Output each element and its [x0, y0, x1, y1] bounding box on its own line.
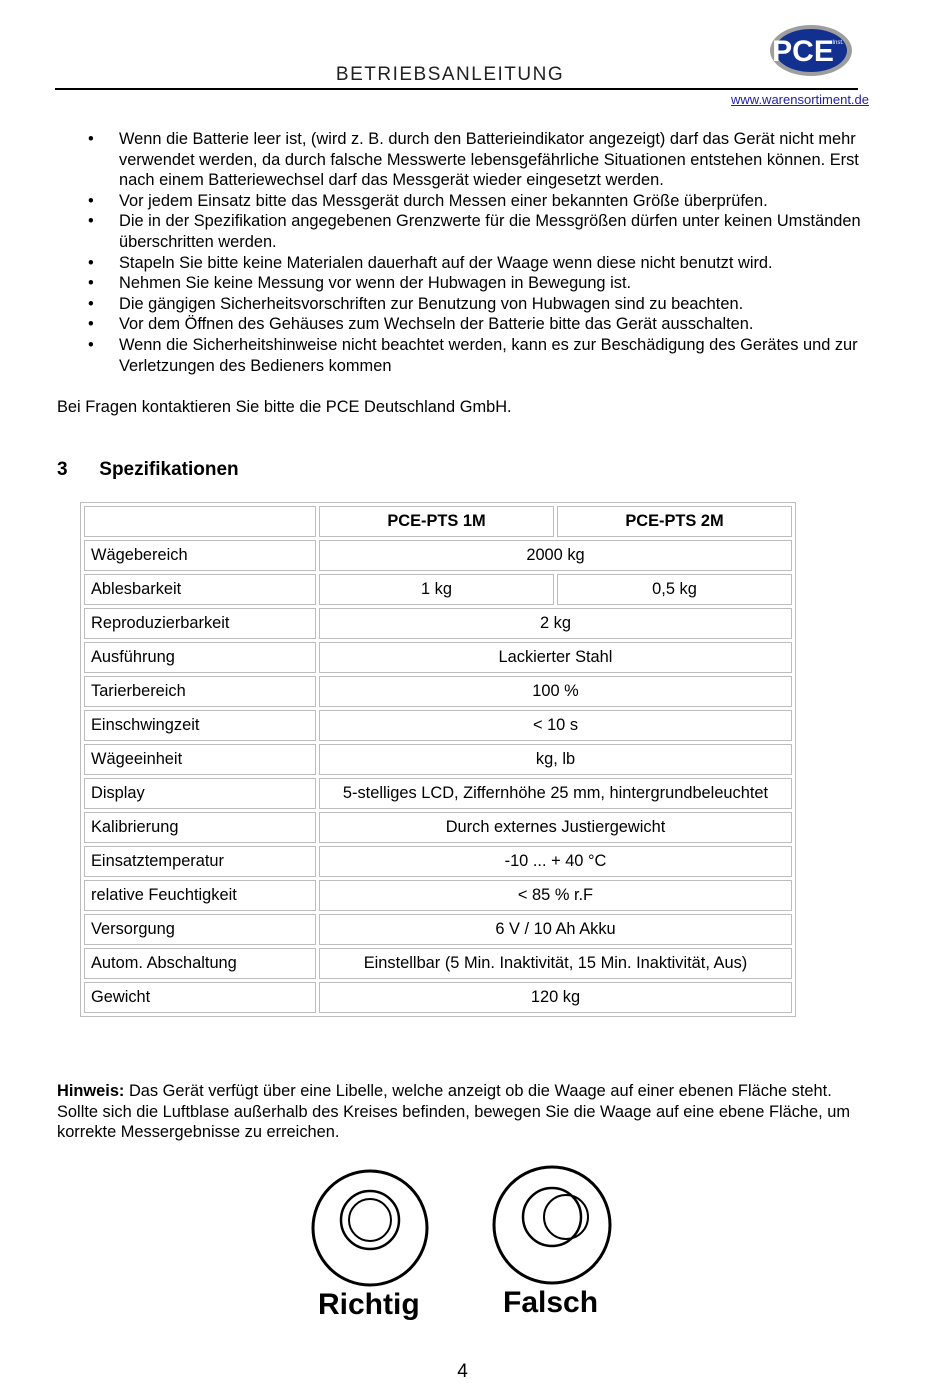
- contact-text: Bei Fragen kontaktieren Sie bitte die PCE Deutschland GmbH.: [57, 398, 512, 416]
- spec-label-cell: Wägeeinheit: [84, 744, 316, 775]
- spec-value-cell: 2 kg: [319, 608, 792, 639]
- bullet-symbol: •: [88, 315, 94, 334]
- note-text: Das Gerät verfügt über eine Libelle, welche anzeigt ob die Waage auf einer ebenen Fläche steht. Sollte sich die Luftblase außerhalb des Kreises befinden, bewegen Sie die Waage auf eine ebene Fläche, um korrekte Messergebnisse zu erreichen.: [57, 1082, 851, 1142]
- table-row: [84, 540, 792, 571]
- spec-label-cell: relative Feuchtigkeit: [84, 880, 316, 911]
- spec-label-cell: Versorgung: [84, 914, 316, 945]
- header-rule: [55, 88, 858, 90]
- spec-value-cell: 2000 kg: [319, 540, 792, 571]
- spec-label-cell: Einsatztemperatur: [84, 846, 316, 877]
- table-row: [84, 812, 792, 843]
- spec-value-cell: Einstellbar (5 Min. Inaktivität, 15 Min. Inaktivität, Aus): [319, 948, 792, 979]
- bullet-item: [88, 335, 878, 376]
- page-number: 4: [457, 1361, 468, 1382]
- bullet-symbol: •: [88, 294, 94, 313]
- bullet-text: Die gängigen Sicherheitsvorschriften zur Benutzung von Hubwagen sind zu beachten.: [119, 294, 744, 313]
- logo-text: PCE: [772, 35, 834, 68]
- bullet-item: [88, 211, 878, 252]
- spec-value-cell: 0,5 kg: [557, 574, 792, 605]
- spec-value-cell: < 10 s: [319, 710, 792, 741]
- note-label: Hinweis:: [57, 1082, 125, 1100]
- spec-value-cell: 120 kg: [319, 982, 792, 1013]
- spec-value-cell: Lackierter Stahl: [319, 642, 792, 673]
- table-row: [84, 744, 792, 775]
- table-row: [84, 914, 792, 945]
- spec-value-cell: -10 ... + 40 °C: [319, 846, 792, 877]
- bullet-symbol: •: [88, 212, 94, 231]
- bullet-symbol: •: [88, 130, 94, 148]
- correct-bubble: [349, 1199, 391, 1241]
- spec-value-cell: Durch externes Justiergewicht: [319, 812, 792, 843]
- table-row: [84, 608, 792, 639]
- safety-bullet-list: [88, 129, 878, 376]
- spec-label-cell: Gewicht: [84, 982, 316, 1013]
- bullet-item: [88, 191, 878, 212]
- website-link[interactable]: www.warensortiment.de: [731, 92, 869, 107]
- spec-value-cell: 5-stelliges LCD, Ziffernhöhe 25 mm, hintergrundbeleuchtet: [319, 778, 792, 809]
- spec-value-cell: kg, lb: [319, 744, 792, 775]
- spec-label-cell: Kalibrierung: [84, 812, 316, 843]
- spec-value-cell: 6 V / 10 Ah Akku: [319, 914, 792, 945]
- specification-table: [80, 502, 796, 1017]
- table-row: [84, 982, 792, 1013]
- correct-outer-ring: [313, 1171, 427, 1285]
- spec-label-cell: Autom. Abschaltung: [84, 948, 316, 979]
- table-header-cell: PCE-PTS 2M: [557, 506, 792, 537]
- table-row: [84, 642, 792, 673]
- bullet-item: [88, 129, 878, 191]
- bullet-item: [88, 314, 878, 335]
- table-row: [84, 574, 792, 605]
- bullet-symbol: •: [88, 274, 94, 293]
- table-row: [84, 778, 792, 809]
- bullet-text: Wenn die Batterie leer ist, (wird z. B. durch den Batterieindikator angezeigt) darf das Gerät nicht mehr verwendet werden, da durch falsche Messwerte lebensgefährliche Situationen entstehen können. Erst nach einem Batteriewechsel darf das Messgerät wieder eingesetzt werden.: [119, 130, 859, 190]
- wrong-outer-ring: [494, 1167, 610, 1283]
- bullet-symbol: •: [88, 335, 94, 354]
- table-row: [84, 710, 792, 741]
- spec-value-cell: < 85 % r.F: [319, 880, 792, 911]
- correct-level-illustration: [313, 1171, 427, 1285]
- spec-label-cell: Reproduzierbarkeit: [84, 608, 316, 639]
- bullet-text: Vor dem Öffnen des Gehäuses zum Wechseln der Batterie bitte das Gerät ausschalten.: [119, 315, 754, 334]
- wrong-level-illustration: [494, 1167, 610, 1283]
- spec-label-cell: Display: [84, 778, 316, 809]
- spec-value-cell: 100 %: [319, 676, 792, 707]
- section-title: Spezifikationen: [99, 459, 239, 480]
- bullet-symbol: •: [88, 191, 94, 210]
- bullet-text: Die in der Spezifikation angegebenen Grenzwerte für die Messgrößen dürfen unter keinen Umständen überschritten werden.: [119, 212, 861, 251]
- table-row: [84, 948, 792, 979]
- spec-label-cell: Tarierbereich: [84, 676, 316, 707]
- bullet-text: Vor jedem Einsatz bitte das Messgerät durch Messen einer bekannten Größe überprüfen.: [119, 191, 768, 210]
- table-row: [84, 880, 792, 911]
- spec-label-cell: Ausführung: [84, 642, 316, 673]
- table-row: [84, 846, 792, 877]
- pce-logo: [768, 23, 854, 78]
- correct-label: Richtig: [318, 1288, 420, 1321]
- table-header-cell: PCE-PTS 1M: [319, 506, 554, 537]
- section-heading: [57, 459, 239, 481]
- bullet-text: Wenn die Sicherheitshinweise nicht beachtet werden, kann es zur Beschädigung des Gerätes und zur Verletzungen des Bedieners kommen: [119, 335, 858, 375]
- spec-value-cell: 1 kg: [319, 574, 554, 605]
- spec-label-cell: Ablesbarkeit: [84, 574, 316, 605]
- bullet-item: [88, 294, 878, 315]
- logo-subtext: Inst.: [832, 40, 844, 46]
- table-row: [84, 676, 792, 707]
- bullet-text: Nehmen Sie keine Messung vor wenn der Hubwagen in Bewegung ist.: [119, 274, 632, 293]
- spec-label-cell: Wägebereich: [84, 540, 316, 571]
- bullet-symbol: •: [88, 253, 94, 272]
- bullet-text: Stapeln Sie bitte keine Materialen dauerhaft auf der Waage wenn diese nicht benutzt wird.: [119, 253, 773, 272]
- spec-label-cell: Einschwingzeit: [84, 710, 316, 741]
- document-header-title: BETRIEBSANLEITUNG: [335, 64, 565, 85]
- section-number: 3: [57, 459, 68, 480]
- bullet-item: [88, 273, 878, 294]
- bullet-item: [88, 253, 878, 274]
- note-paragraph: [57, 1081, 877, 1143]
- wrong-label: Falsch: [503, 1286, 599, 1319]
- table-header-row: [84, 506, 792, 537]
- table-header-cell: [84, 506, 316, 537]
